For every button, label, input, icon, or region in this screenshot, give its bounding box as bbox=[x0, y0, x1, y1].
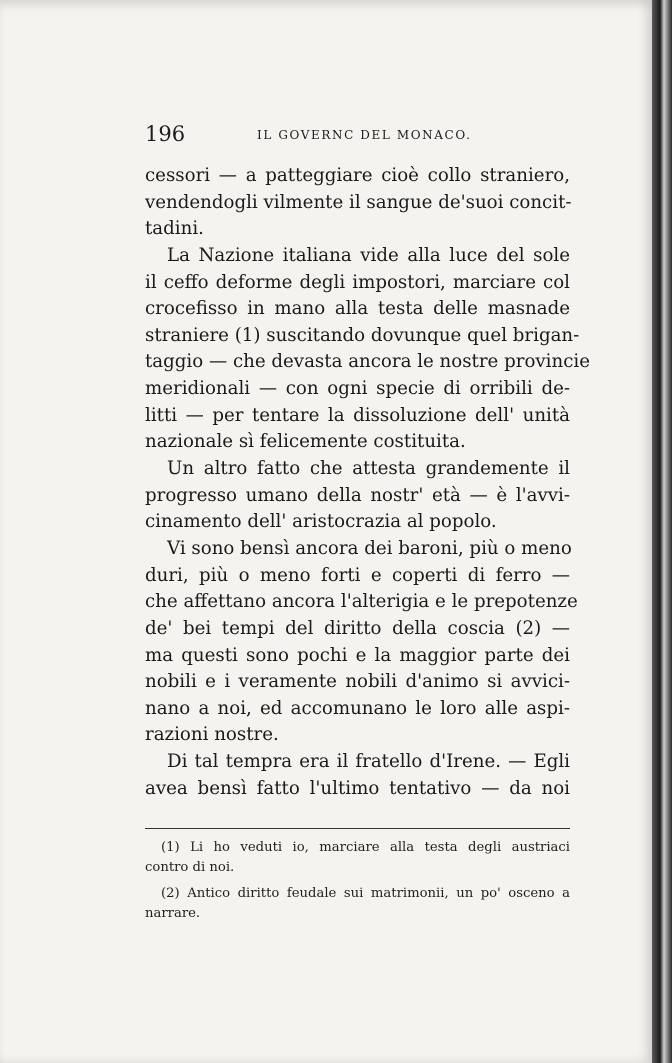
text-line: taggio — che devasta ancora le nostre provincie bbox=[145, 351, 590, 373]
text-line: meridionali — con ogni specie di orribili de- bbox=[145, 378, 570, 400]
footnote-1-continuation: contro di noi. bbox=[145, 859, 235, 875]
text-line: cinamento dell' aristocrazia al popolo. bbox=[145, 511, 497, 533]
text-line: de' bei tempi del diritto della coscia (2) — bbox=[145, 617, 570, 639]
text-line: nazionale sì felicemente costituita. bbox=[145, 431, 466, 453]
text-line: progresso umano della nostr' età — è l'avvi- bbox=[145, 484, 570, 506]
text-line: razioni nostre. bbox=[145, 724, 279, 746]
paragraph-start-line: Di tal tempra era il fratello d'Irene. — Egli bbox=[167, 751, 570, 773]
footnote-2-continuation: narrare. bbox=[145, 905, 201, 921]
body-text bbox=[145, 163, 590, 802]
text-line: avea bensì fatto l'ultimo tentativo — da noi bbox=[145, 777, 570, 799]
text-line: litti — per tentare la dissoluzione dell' unità bbox=[145, 404, 570, 426]
text-line: cessori — a patteggiare cioè collo straniero, bbox=[145, 165, 570, 186]
text-line: nobili e i veramente nobili d'animo si avvici- bbox=[145, 671, 570, 693]
text-line: tadini. bbox=[145, 218, 204, 240]
text-line: il ceffo deforme degli impostori, marciare col bbox=[145, 271, 570, 293]
paragraph-start-line: La Nazione italiana vide alla luce del sole bbox=[167, 244, 570, 266]
footnote-rule bbox=[145, 828, 570, 829]
running-title: IL GOVERNC DEL MONACO. bbox=[257, 128, 472, 142]
footnote-gap bbox=[145, 877, 570, 884]
text-line: straniere (1) suscitando dovunque quel brigan- bbox=[145, 324, 580, 346]
footnote-1: (1) Li ho veduti io, marciare alla testa degli austriaci bbox=[161, 840, 570, 855]
page-number: 196 bbox=[145, 122, 186, 146]
paragraph-start-line: Un altro fatto che attesta grandemente il bbox=[167, 458, 570, 480]
text-line: crocefisso in mano alla testa delle masnade bbox=[145, 298, 570, 320]
footnotes bbox=[145, 838, 570, 923]
text-line: duri, più o meno forti e coperti di ferro — bbox=[145, 564, 570, 586]
paragraph-start-line: Vi sono bensì ancora dei baroni, più o meno bbox=[167, 537, 572, 559]
text-line: vendendogli vilmente il sangue de'suoi concit- bbox=[145, 191, 572, 213]
book-spine-edge bbox=[652, 0, 672, 1063]
footnote-2: (2) Antico diritto feudale sui matrimonii, un po' osceno a bbox=[161, 886, 570, 901]
page-header bbox=[145, 122, 570, 146]
text-line: nano a noi, ed accomunano le loro alle aspi- bbox=[145, 697, 570, 719]
text-line: ma questi sono pochi e la maggior parte dei bbox=[145, 644, 570, 666]
text-line: che affettano ancora l'alterigia e le prepotenze bbox=[145, 591, 578, 613]
